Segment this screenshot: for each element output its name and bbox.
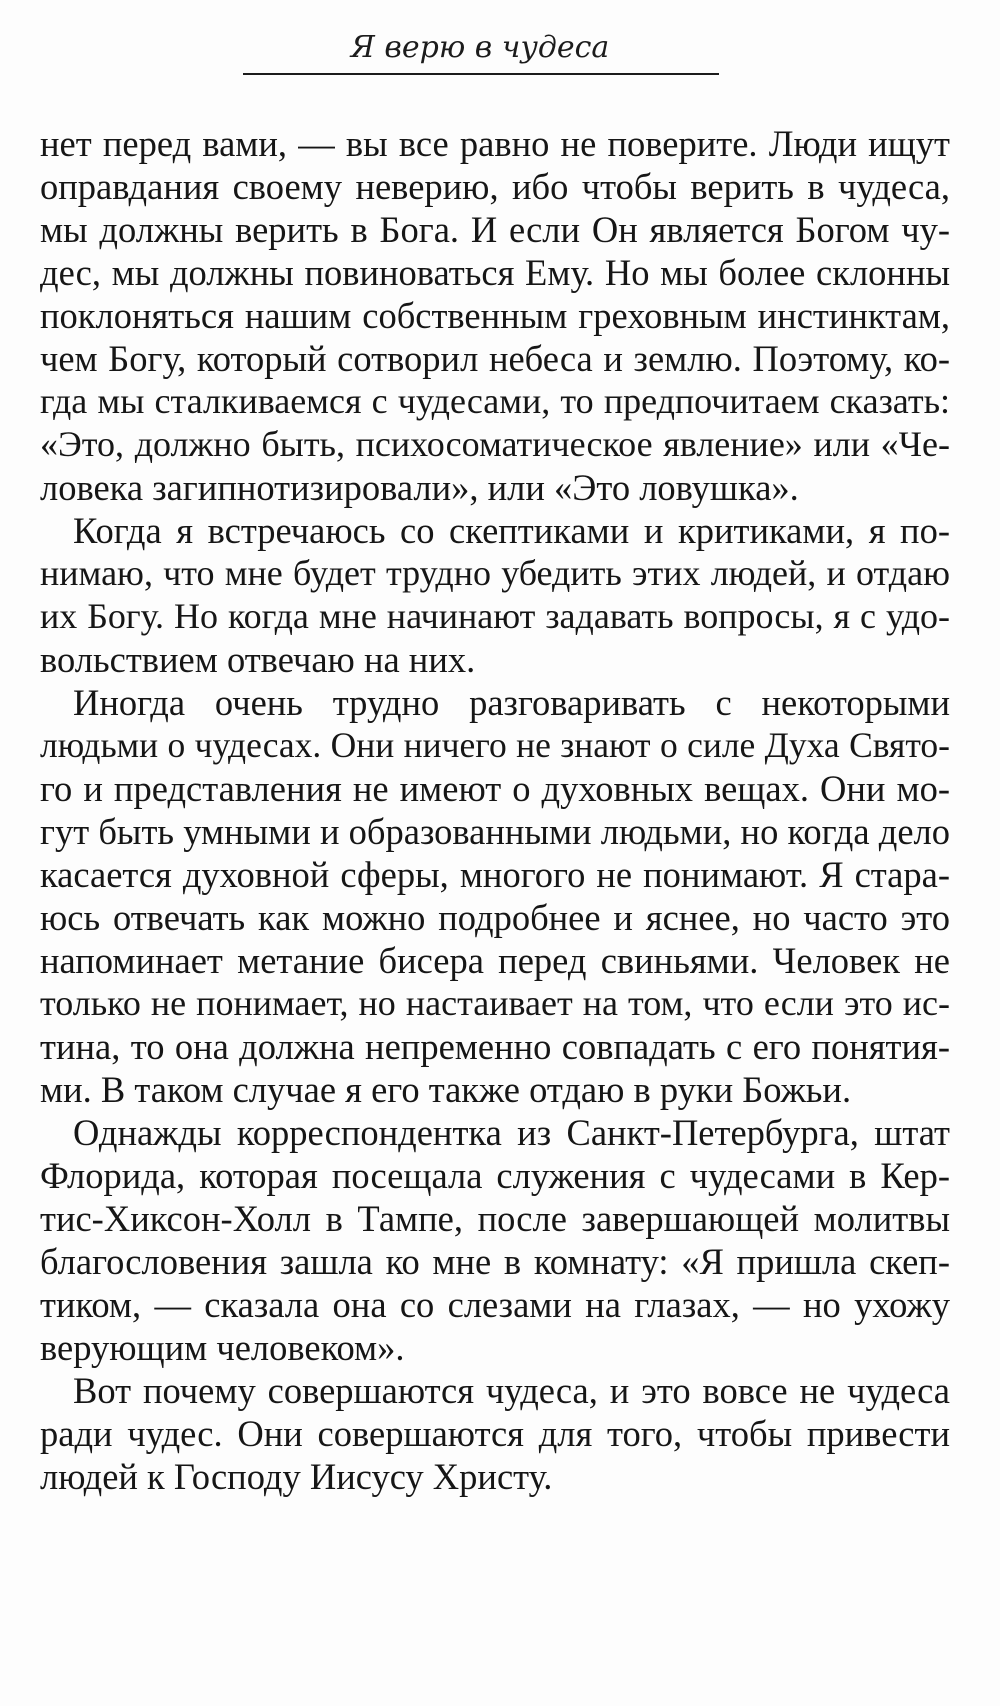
running-head: Я верю в чудеса [350,30,610,65]
text-line: чем Богу, который сотворил небеса и землю. Поэтому, ко- [40,338,950,379]
body-text [40,122,950,1498]
text-line: вольствием отвечаю на них. [40,639,476,680]
text-line: касается духовной сферы, многого не понимают. Я стара- [40,854,950,895]
text-line: го и представления не имеют о духовных вещах. Они мо- [40,768,950,809]
text-line: юсь отвечать как можно подробнее и яснее, но часто это [40,897,950,938]
text-line: тис-Хиксон-Холл в Тампе, после завершающей молитвы [40,1198,950,1239]
text-line: ловека загипнотизировали», или «Это ловушка». [40,467,799,508]
text-line: их Богу. Но когда мне начинают задавать вопросы, я с удо- [40,596,950,636]
text-line: ми. В таком случае я его также отдаю в руки Божьи. [40,1069,852,1110]
running-head-rule [243,73,719,75]
text-line: тиком, — сказала она со слезами на глазах, — но ухожу [40,1284,950,1325]
text-line: благословения зашла ко мне в комнату: «Я пришла скеп- [40,1241,950,1282]
text-line: тина, то она должна непременно совпадать с его понятия- [40,1026,950,1067]
text-line: верующим человеком». [40,1327,405,1368]
text-line: «Это, должно быть, психосоматическое явление» или «Че- [40,424,950,464]
paragraph-first-line: Однажды корреспондентка из Санкт-Петербурга, штат [73,1112,950,1153]
text-line: гда мы сталкиваемся с чудесами, то предпочитаем сказать: [40,381,950,421]
paragraph-first-line: Когда я встречаюсь со скептиками и критиками, я по- [73,510,950,551]
text-line: оправдания своему неверию, ибо чтобы верить в чудеса, [40,166,950,207]
text-line: гут быть умными и образованными людьми, но когда дело [40,811,950,852]
text-line: мы должны верить в Бога. И если Он является Богом чу- [40,209,950,250]
text-line: нимаю, что мне будет трудно убедить этих людей, и отдаю [40,553,950,593]
paragraph-first-line: Иногда очень трудно разговаривать с некоторыми [73,682,950,723]
paragraph-first-line: Вот почему совершаются чудеса, и это вовсе не чудеса [73,1370,950,1411]
text-line: напоминает метание бисера перед свиньями. Человек не [40,940,950,981]
text-line: только не понимает, но настаивает на том, что если это ис- [40,983,950,1023]
text-line: ради чудес. Они совершаются для того, чтобы привести [40,1413,950,1454]
text-line: поклоняться нашим собственным греховным инстинктам, [40,295,950,336]
text-line: людьми о чудесах. Они ничего не знают о силе Духа Свято- [40,725,950,765]
text-line: Флорида, которая посещала служения с чудесами в Кер- [40,1155,950,1196]
text-line: людей к Господу Иисусу Христу. [40,1456,553,1497]
text-line: нет перед вами, — вы все равно не поверите. Люди ищут [40,123,950,164]
text-line: дес, мы должны повиноваться Ему. Но мы более склонны [40,252,950,293]
